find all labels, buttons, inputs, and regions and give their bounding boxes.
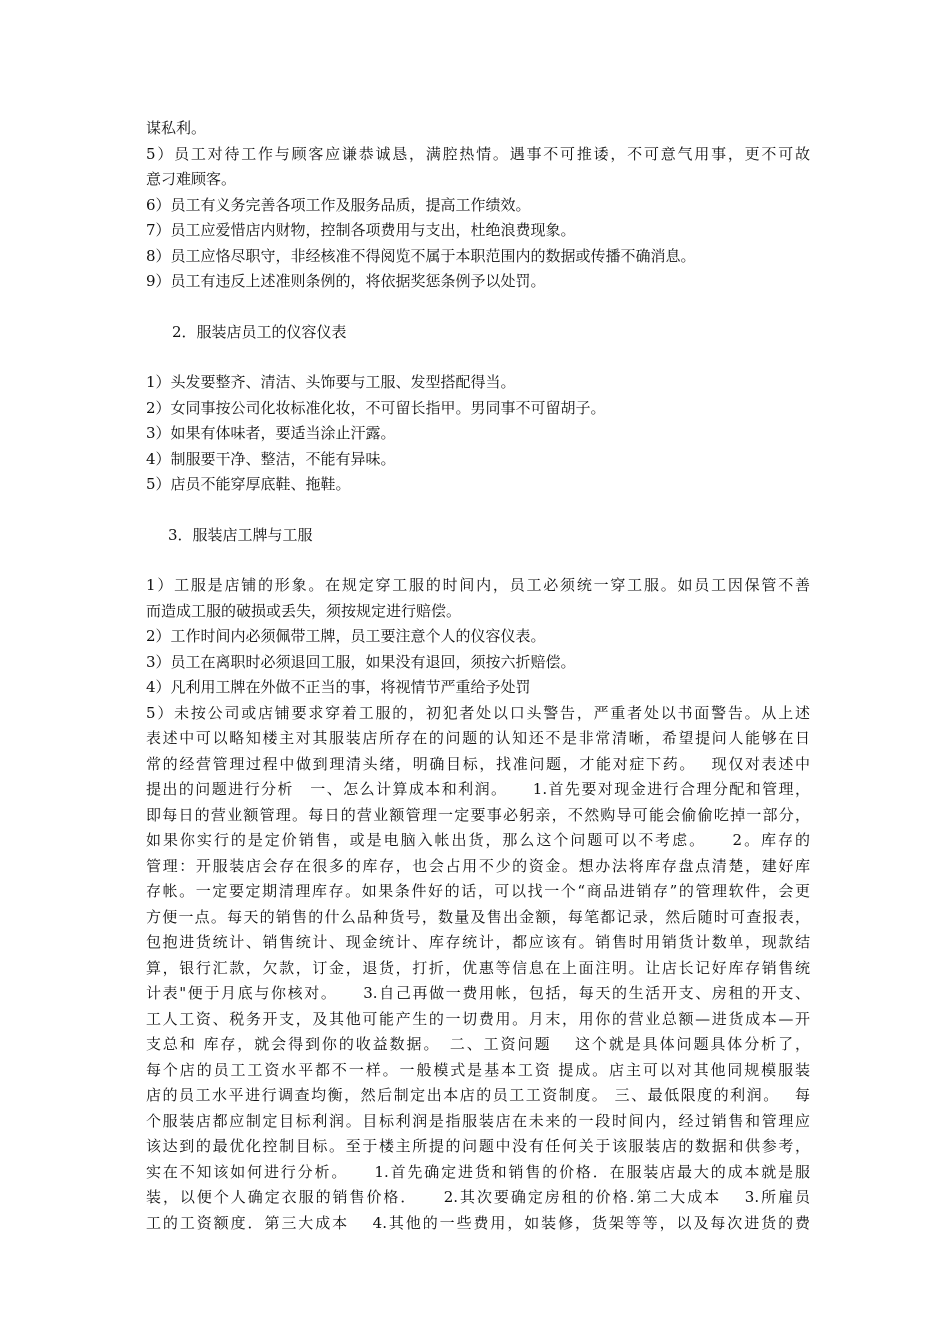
text-line: 4）凡利用工牌在外做不正当的事，将视情节严重给予处罚 bbox=[146, 678, 531, 696]
text-line: 常的经营管理过程中做到理清头绪，明确目标，找准问题，才能对症下药。 现仅对表述中 bbox=[146, 754, 810, 773]
text-line: 4）制服要干净、整洁，不能有异味。 bbox=[146, 449, 396, 468]
text-line: 2）女同事按公司化妆标准化妆，不可留长指甲。男同事不可留胡子。 bbox=[146, 398, 606, 417]
text-line: 8）员工应恪尽职守，非经核准不得阅览不属于本职范围内的数据或传播不确消息。 bbox=[146, 246, 696, 265]
text-line: 每个店的员工工资水平都不一样。一般模式是基本工资 提成。店主可以对其他同规模服装 bbox=[146, 1060, 810, 1079]
text-line: 而造成工服的破损或丢失，须按规定进行赔偿。 bbox=[146, 601, 462, 620]
heading-uniform-appearance: 2．服装店员工的仪容仪表 bbox=[172, 322, 347, 341]
text-line: 存帐。一定要定期清理库存。如果条件好的话，可以找一个“商品进销存”的管理软件，会更 bbox=[146, 882, 810, 900]
section-1-tail bbox=[146, 116, 810, 295]
text-line: 工人工资、税务开支，及其他可能产生的一切费用。月末，用你的营业总额—进货成本—开 bbox=[146, 1009, 810, 1028]
text-line: 5）店员不能穿厚底鞋、拖鞋。 bbox=[146, 475, 351, 493]
text-line: 方便一点。每天的销售的什么品种货号，数量及售出金额，每笔都记录，然后随时可查报表， bbox=[146, 907, 810, 926]
text-line: 意刁难顾客。 bbox=[146, 170, 237, 188]
text-line: 谋私利。 bbox=[146, 119, 207, 137]
text-line: 工的工资额度．第三大成本 4.其他的一些费用，如装修，货架等等，以及每次进货的费 bbox=[146, 1213, 810, 1232]
text-line: 7）员工应爱惜店内财物，控制各项费用与支出，杜绝浪费现象。 bbox=[146, 221, 576, 239]
text-line: 9）员工有违反上述准则条例的，将依据奖惩条例予以处罚。 bbox=[146, 272, 546, 290]
text-line: 即每日的营业额管理。每日的营业额管理一定要事必躬亲，不然购导可能会偷偷吃掉一部分， bbox=[146, 805, 810, 824]
text-line: 2）工作时间内必须佩带工牌，员工要注意个人的仪容仪表。 bbox=[146, 627, 546, 645]
text-line: 个服装店都应制定目标利润。目标利润是指服装店在未来的一段时间内，经过销售和管理应 bbox=[146, 1111, 810, 1130]
section-3-list bbox=[146, 573, 810, 1236]
text-line: 3）如果有体味者，要适当涂止汗露。 bbox=[146, 424, 396, 442]
section-2-list bbox=[146, 370, 810, 498]
text-line: 表述中可以略知楼主对其服装店所存在的问题的认知还不是非常清晰，希望提问人能够在日 bbox=[146, 729, 810, 747]
text-line: 管理：开服装店会存在很多的库存，也会占用不少的资金。想办法将库存盘点清楚，建好库 bbox=[146, 856, 810, 875]
text-line: 装，以便个人确定衣服的销售价格． 2.其次要确定房租的价格.第二大成本 3.所雇员 bbox=[146, 1188, 810, 1206]
text-line: 计表"便于月底与你核对。 3.自己再做一费用帐，包括，每天的生活开支、房租的开支、 bbox=[146, 984, 810, 1002]
text-line: 实在不知该如何进行分析。 1.首先确定进货和销售的价格．在服装店最大的成本就是服 bbox=[146, 1162, 810, 1181]
text-line: 包抱进货统计、销售统计、现金统计、库存统计，都应该有。销售时用销货计数单，现款结 bbox=[146, 933, 810, 951]
text-line: 该达到的最优化控制目标。至于楼主所提的问题中没有任何关于该服装店的数据和供参考， bbox=[146, 1137, 810, 1155]
text-line: 店的员工水平进行调查均衡，然后制定出本店的员工工资制度。 三、最低限度的利润。 每 bbox=[146, 1086, 810, 1104]
text-line: 6）员工有义务完善各项工作及服务品质，提高工作绩效。 bbox=[146, 195, 531, 214]
text-line: 5）员工对待工作与顾客应谦恭诚恳，满腔热情。遇事不可推诿，不可意气用事，更不可故 bbox=[146, 144, 810, 163]
text-line: 提出的问题进行分析 一、怎么计算成本和利润。 1.首先要对现金进行合理分配和管理， bbox=[146, 780, 810, 798]
text-line: 3）员工在离职时必须退回工服，如果没有退回，须按六折赔偿。 bbox=[146, 652, 576, 671]
text-line: 算，银行汇款，欠款，订金，退货，打折，优惠等信息在上面注明。让店长记好库存销售统 bbox=[146, 958, 810, 977]
text-line: 支总和 库存，就会得到你的收益数据。 二、工资问题 这个就是具体问题具体分析了， bbox=[146, 1035, 810, 1053]
heading-badge-and-uniform: 3．服装店工牌与工服 bbox=[168, 525, 313, 544]
document-body bbox=[146, 116, 810, 1236]
text-line: 5）未按公司或店铺要求穿着工服的，初犯者处以口头警告，严重者处以书面警告。从上述 bbox=[146, 703, 810, 722]
text-line: 如果你实行的是定价销售，或是电脑入帐出货，那么这个问题可以不考虑。 2。库存的 bbox=[146, 831, 810, 849]
text-line: 1）头发要整齐、清洁、头饰要与工服、发型搭配得当。 bbox=[146, 373, 516, 391]
text-line: 1）工服是店铺的形象。在规定穿工服的时间内，员工必须统一穿工服。如员工因保管不善 bbox=[146, 576, 810, 594]
